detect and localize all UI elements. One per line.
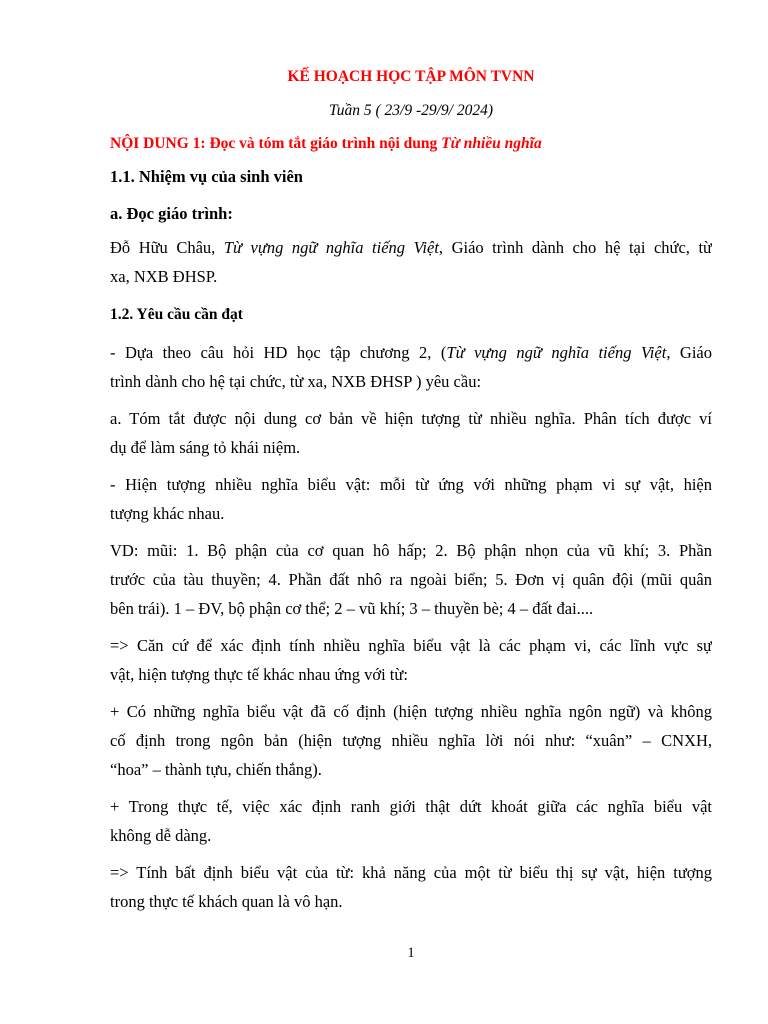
paragraph-line: [110, 338, 712, 367]
section-heading: [110, 134, 712, 154]
requirement-pre: - Dựa theo câu hỏi HD học tập chương 2, (: [110, 343, 447, 362]
heading-student-tasks: 1.1. Nhiệm vụ của sinh viên: [110, 167, 303, 186]
paragraph-line: + Có những nghĩa biểu vật đã cố định (hiện tượng nhiều nghĩa ngôn ngữ) và không: [110, 702, 712, 721]
reading-author: Đỗ Hữu Châu,: [110, 238, 224, 257]
paragraph-line: trước của tàu thuyền; 4. Phần đất nhô ra ngoài biển; 5. Đơn vị quân đội (mũi quân: [110, 570, 712, 589]
paragraph-line: “hoa” – thành tựu, chiến thắng).: [110, 760, 322, 779]
paragraph-indeterminacy: [110, 858, 712, 916]
paragraph-line: tượng khác nhau.: [110, 504, 225, 523]
requirement-post: , Giáo: [666, 343, 712, 362]
paragraph-basis: [110, 631, 712, 689]
paragraph-fixed: [110, 697, 712, 784]
paragraph-line: không dễ dàng.: [110, 826, 212, 845]
paragraph-line: VD: mũi: 1. Bộ phận của cơ quan hô hấp; 2. Bộ phận nhọn của vũ khí; 3. Phần: [110, 541, 712, 560]
paragraph-requirement: [110, 338, 712, 396]
page-number: 1: [407, 945, 415, 961]
document-title: KẾ HOẠCH HỌC TẬP MÔN TVNN: [287, 68, 535, 85]
paragraph-line: => Tính bất định biểu vật của từ: khả năng của một từ biểu thị sự vật, hiện tượng: [110, 863, 712, 882]
paragraph-line: a. Tóm tắt được nội dung cơ bản về hiện tượng từ nhiều nghĩa. Phân tích được ví: [110, 409, 712, 428]
document-subtitle: Tuần 5 ( 23/9 -29/9/ 2024): [328, 102, 494, 119]
paragraph-boundary: [110, 792, 712, 850]
paragraph-item-a: [110, 404, 712, 462]
section-heading-emphasis: Từ nhiều nghĩa: [441, 135, 542, 152]
document-page: [110, 0, 712, 1024]
heading-read-textbook: a. Đọc giáo trình:: [110, 204, 233, 223]
paragraph-reading: [110, 233, 712, 291]
paragraph-example: [110, 536, 712, 623]
paragraph-line: => Căn cứ để xác định tính nhiều nghĩa biểu vật là các phạm vi, các lĩnh vực sự: [110, 636, 712, 655]
reading-book-title: Từ vựng ngữ nghĩa tiếng Việt: [223, 238, 439, 257]
paragraph-denotative: [110, 470, 712, 528]
paragraph-line: xa, NXB ĐHSP.: [110, 267, 218, 286]
paragraph-line: + Trong thực tế, việc xác định ranh giới thật dứt khoát giữa các nghĩa biểu vật: [110, 797, 712, 816]
heading-requirements: 1.2. Yêu cầu cần đạt: [110, 306, 243, 323]
paragraph-line: - Hiện tượng nhiều nghĩa biểu vật: mỗi từ ứng với những phạm vi sự vật, hiện: [110, 475, 712, 494]
paragraph-line: dụ để làm sáng tỏ khái niệm.: [110, 438, 301, 457]
paragraph-line: bên trái). 1 – ĐV, bộ phận cơ thể; 2 – vũ khí; 3 – thuyền bè; 4 – đất đai....: [110, 599, 594, 618]
reading-rest: , Giáo trình dành cho hệ tại chức, từ: [438, 238, 712, 257]
paragraph-line: vật, hiện tượng thực tế khác nhau ứng với từ:: [110, 665, 408, 684]
paragraph-line: trình dành cho hệ tại chức, từ xa, NXB ĐHSP ) yêu cầu:: [110, 372, 482, 391]
section-heading-prefix: NỘI DUNG 1: Đọc và tóm tắt giáo trình nội dung: [110, 135, 442, 152]
paragraph-line: trong thực tế khách quan là vô hạn.: [110, 892, 343, 911]
requirement-book-title: Từ vựng ngữ nghĩa tiếng Việt: [446, 343, 667, 362]
paragraph-line: cố định trong ngôn bản (hiện tượng nhiều nghĩa lời nói như: “xuân” – CNXH,: [110, 731, 712, 750]
paragraph-line: [110, 233, 712, 262]
